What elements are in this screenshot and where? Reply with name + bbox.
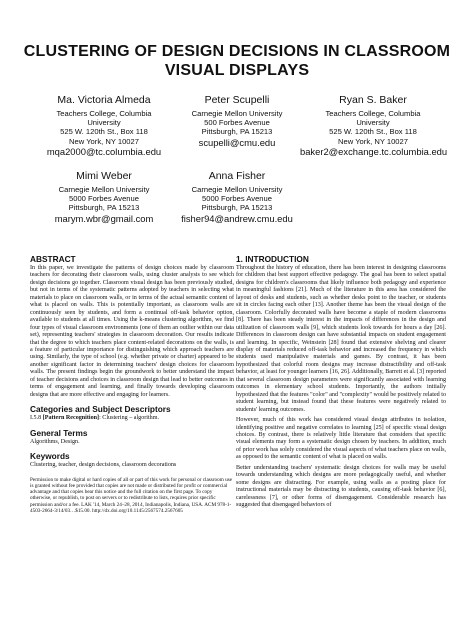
author-email[interactable]: baker2@exchange.tc.columbia.edu	[300, 145, 448, 157]
author-scupelli	[174, 94, 300, 148]
paper-title: CLUSTERING OF DESIGN DECISIONS IN CLASSROOM VISUAL DISPLAYS	[23, 43, 451, 79]
author-affiliation-line: Teachers College, Columbia	[325, 109, 421, 118]
author-affiliation-line: University	[356, 118, 390, 128]
introduction-heading: 1. INTRODUCTION	[236, 254, 309, 264]
author-affiliation-line: 5000 Forbes Avenue	[69, 194, 139, 204]
left-column	[30, 254, 234, 514]
author-affiliation-line: 5000 Forbes Avenue	[202, 194, 272, 204]
author-fisher	[174, 170, 300, 224]
intro-paragraph: However, much of this work has considered visual design attributes in isolation, identifying positive and negative correlates to learning [25] of specific visual design choices. By contrast, there is relatively little literature that considers that specific visual elements may form a systematic design chosen by teachers. In addition, much of prior work has solely considered the visual aspects of what teachers place on walls, as opposed to the semantic content of what is placed on walls.	[236, 417, 446, 461]
keywords-text: Clustering, teacher, design decisions, classroom decorations	[30, 462, 177, 469]
author-affiliation-line: Carnegie Mellon University	[191, 109, 283, 118]
author-name: Anna Fisher	[208, 170, 266, 182]
author-email[interactable]: marym.wbr@gmail.com	[54, 212, 154, 224]
general-terms-heading: General Terms	[30, 427, 88, 438]
intro-paragraph: Throughout the history of education, there has been interest in designing classrooms for children that best support effective pedagogy. The goal has been to select spatial designs for children's classrooms that likely influence both pedagogy and experience in meaningful fashions [21]. Much of the literature in this area has considered the layout of desks and students, such as whether desks point to the teacher, or students sit in circles facing each other [13]. Another theme has been the visual design of the classroom. Colorfully decorated walls have become a staple of modern classrooms [8]. There has been steady interest in the impacts of differences in the design and utilization of classroom walls [9], which students look towards for hours a day [26]. Differences in classroom design can have substantial impacts on student engagement and learning. In specific, Weinstein [28] found that extensive shelving and clearer display of materials reduced off-task behavior and increased the frequency in which students used manipulative materials and games. By contrast, it has been hypothesized that colorful room designs may increase distractibility and off-task behavior, at least for younger learners [16, 26]. Additionally, Barrett et al. [3] reported that several classroom design parameters were significantly associated with learning outcomes in elementary school students. Importantly, the authors initially hypothesized that the features "color" and "complexity" would be positively related to student learning, but instead found that these features were negatively related to students' learning outcomes.	[236, 265, 446, 413]
right-column	[236, 254, 446, 513]
author-email[interactable]: mqa2000@tc.columbia.edu	[46, 145, 162, 157]
author-affiliation-line: University	[87, 118, 121, 128]
intro-paragraph: Better understanding teachers' systematic design choices for walls may be useful towards understanding which designs are more pedagogically useful, and whether some designs are distracting. For example, using walls as a posting place for instructional materials may be distracting to students, causing off-task behavior [6], carelessness [7], or other forms of disengagement. Considerable research has suggested that disengaged behaviors of	[236, 464, 446, 509]
copyright-notice: Permission to make digital or hard copies of all or part of this work for personal or classroom use is granted without fee provided that copies are not made or distributed for profit or commercial advantage and that copies bear this notice and the full citation on the first page. To copy otherwise, or republish, to post on servers or to redistribute to lists, requires prior specific permission and/or a fee. LAK '14, March 24–28, 2014, Indianapolis, Indiana, USA. ACM 978-1-4503-2664-3/14/03…$15.00. http://dx.doi.org/10.1145/2567574.2567605	[30, 476, 232, 514]
categories-code: I.5.8	[30, 415, 42, 422]
author-affiliation-line: 500 Forbes Avenue	[204, 118, 270, 128]
author-affiliation-line: Carnegie Mellon University	[58, 185, 150, 194]
author-affiliation-line: New York, NY 10027	[69, 136, 139, 146]
author-name: Mimi Weber	[76, 170, 132, 182]
abstract-heading: ABSTRACT	[30, 254, 76, 264]
author-name: Ma. Victoria Almeda	[57, 94, 151, 106]
author-affiliation-line: New York, NY 10027	[338, 136, 408, 146]
author-affiliation-line: 525 W. 120th St., Box 118	[60, 127, 148, 137]
author-affiliation-line: Carnegie Mellon University	[191, 185, 283, 194]
author-email[interactable]: scupelli@cmu.edu	[198, 136, 276, 148]
author-baker	[300, 94, 446, 157]
author-almeda	[40, 94, 168, 157]
categories-text	[30, 415, 234, 422]
keywords-heading: Keywords	[30, 451, 70, 462]
author-affiliation-line: Pittsburgh, PA 15213	[68, 203, 140, 213]
author-affiliation-line: Teachers College, Columbia	[56, 109, 152, 118]
general-terms-text: Algorithms, Design.	[30, 438, 80, 445]
categories-heading: Categories and Subject Descriptors	[30, 404, 171, 415]
categories-rest: : Clustering – algorithm.	[99, 415, 159, 422]
abstract-text: In this paper, we investigate the patterns of design choices made by classroom teachers for decorating their classroom walls, using cluster analysis to see which design decisions go together. Classroom visual design has been previously studied, but not in terms of the systematic patterns adopted by teachers in selecting what materials to place on classroom walls, or in terms of the actual semantic content of what is placed on walls. This is potentially important, as classroom walls are continuously seen by students, and form a continual off-task behavior option, available to students at all times. Using the k-means clustering algorithm, we find four types of visual classroom environments (one of them an outlier within our data set), representing teachers' strategies in classroom decoration. Our results indicate that the degree to which teachers place content-related decorations on the walls, is a feature of particular importance for distinguishing which approach teachers are using. Similarly, the type of school (e.g. whether private or charter) appeared to be another significant factor in determining teachers' design choices for classroom walls. The present findings begin the groundwork to better understand the impact of teacher decisions and choices in classroom design that lead to better outcomes in terms of engagement and learning, and finally towards developing classroom designs that are more effective and engaging for learners.	[30, 265, 234, 398]
author-email[interactable]: fisher94@andrew.cmu.edu	[181, 212, 293, 224]
author-name: Peter Scupelli	[204, 94, 270, 106]
author-affiliation-line: Pittsburgh, PA 15213	[201, 203, 273, 213]
author-affiliation-line: Pittsburgh, PA 15213	[201, 127, 273, 137]
author-affiliation-line: 525 W. 120th St., Box 118	[329, 127, 417, 137]
author-weber	[40, 170, 168, 224]
categories-bold: [Pattern Recognition]	[42, 415, 100, 422]
author-name: Ryan S. Baker	[339, 94, 407, 106]
